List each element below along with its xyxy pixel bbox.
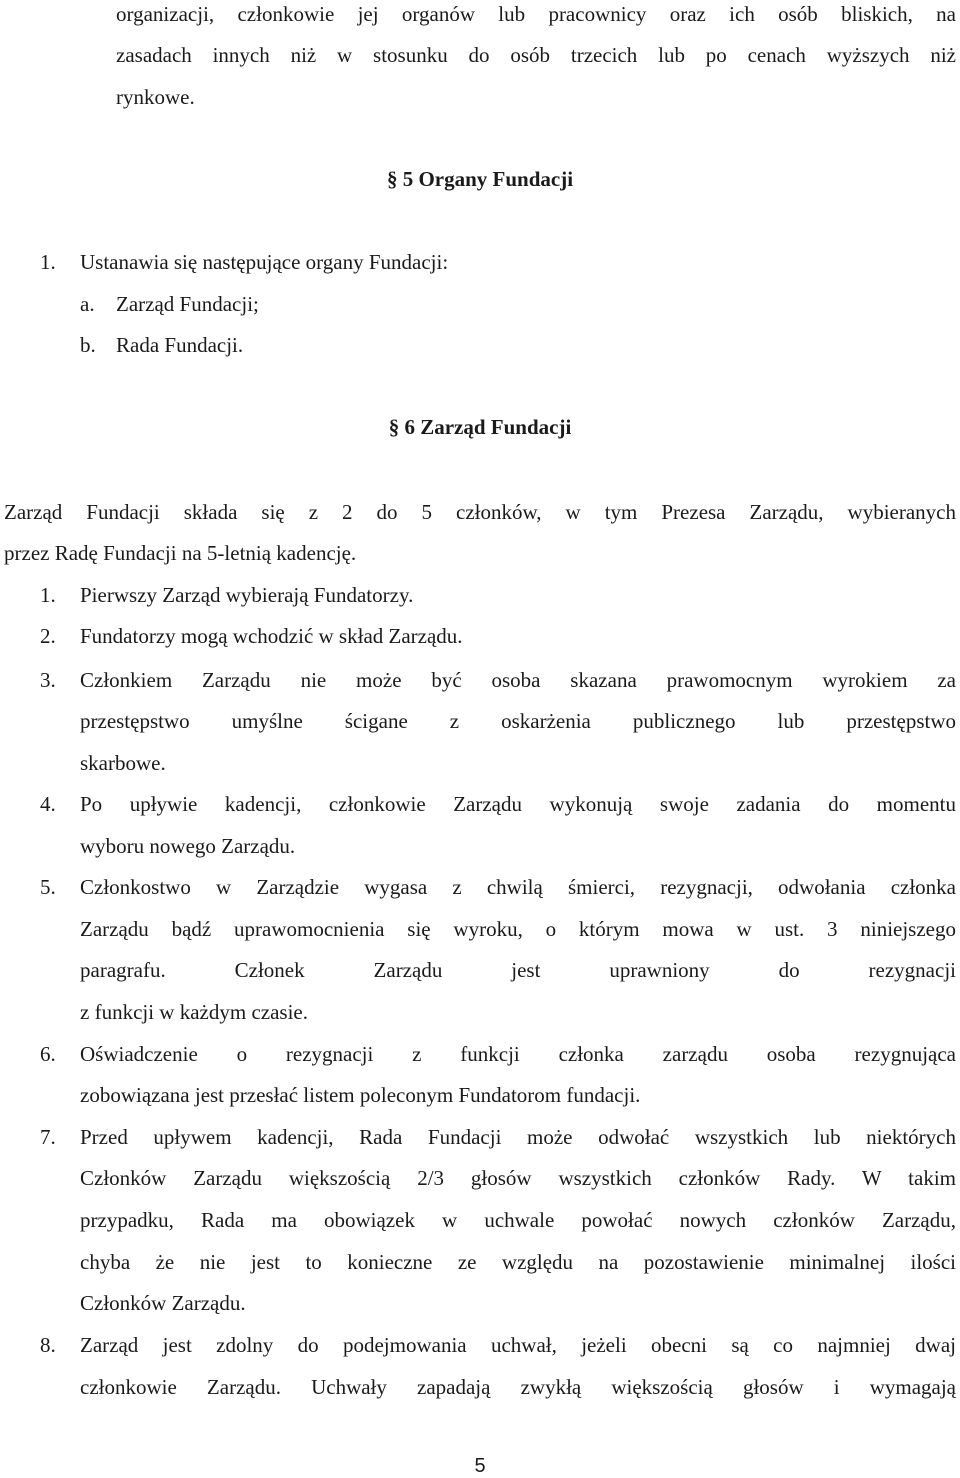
list-item: Zarząd jest zdolny do podejmowania uchwał, jeżeli obecni są co najmniej dwaj (80, 1333, 956, 1357)
list-item: Członkiem Zarządu nie może być osoba skazana prawomocnym wyrokiem za (80, 668, 956, 692)
list-item: chyba że nie jest to konieczne ze względu na pozostawienie minimalnej ilości (80, 1250, 956, 1274)
list-number: 4. (40, 792, 56, 816)
list-item: Zarządu bądź uprawomocnienia się wyroku, o którym mowa w ust. 3 niniejszego (80, 917, 956, 941)
list-item: przestępstwo umyślne ścigane z oskarżenia publicznego lub przestępstwo (80, 709, 956, 733)
list-item: Członkostwo w Zarządzie wygasa z chwilą śmierci, rezygnacji, odwołania członka (80, 875, 956, 899)
list-number: 1. (40, 250, 56, 274)
list-item: wyboru nowego Zarządu. (80, 834, 296, 858)
list-item: Członków Zarządu. (80, 1291, 246, 1315)
list-item: przypadku, Rada ma obowiązek w uchwale powołać nowych członków Zarządu, (80, 1208, 956, 1232)
list-item: Fundatorzy mogą wchodzić w skład Zarządu. (80, 624, 463, 648)
list-number: 2. (40, 624, 56, 648)
list-item: z funkcji w każdym czasie. (80, 1000, 308, 1024)
list-item: Członków Zarządu większością 2/3 głosów wszystkich członków Rady. W takim (80, 1166, 956, 1190)
list-item: paragrafu. Członek Zarządu jest uprawniony do rezygnacji (80, 958, 956, 982)
list-item: Oświadczenie o rezygnacji z funkcji członka zarządu osoba rezygnująca (80, 1042, 956, 1066)
list-item: Przed upływem kadencji, Rada Fundacji może odwołać wszystkich lub niektórych (80, 1125, 956, 1149)
section-heading: § 6 Zarząd Fundacji (388, 415, 572, 439)
list-item: Po upływie kadencji, członkowie Zarządu wykonują swoje zadania do momentu (80, 792, 956, 816)
list-number: 7. (40, 1125, 56, 1149)
page-number: 5 (474, 1455, 486, 1477)
section-sign: § (388, 415, 405, 439)
section-heading: § 5 Organy Fundacji (386, 167, 574, 191)
list-item: Ustanawia się następujące organy Fundacji: (80, 250, 449, 274)
paragraph-line: przez Radę Fundacji na 5-letnią kadencję. (4, 541, 357, 565)
sublist-letter: b. (80, 333, 96, 357)
list-item: zobowiązana jest przesłać listem poleconym Fundatorom fundacji. (80, 1083, 641, 1107)
paragraph-line: Zarząd Fundacji składa się z 2 do 5 członków, w tym Prezesa Zarządu, wybieranych (4, 500, 956, 524)
paragraph-line: organizacji, członkowie jej organów lub pracownicy oraz ich osób bliskich, na (116, 2, 956, 26)
sublist-item: Rada Fundacji. (116, 333, 244, 357)
paragraph-line: rynkowe. (116, 85, 195, 109)
list-number: 6. (40, 1042, 56, 1066)
list-number: 1. (40, 583, 56, 607)
list-number: 5. (40, 875, 56, 899)
section-sign: § (386, 167, 403, 191)
sublist-item: Zarząd Fundacji; (116, 292, 259, 316)
list-item: Pierwszy Zarząd wybierają Fundatorzy. (80, 583, 414, 607)
list-number: 8. (40, 1333, 56, 1357)
list-item: skarbowe. (80, 751, 166, 775)
list-number: 3. (40, 668, 56, 692)
paragraph-line: zasadach innych niż w stosunku do osób trzecich lub po cenach wyższych niż (116, 43, 956, 67)
list-item: członkowie Zarządu. Uchwały zapadają zwykłą większością głosów i wymagają (80, 1375, 956, 1399)
sublist-letter: a. (80, 292, 95, 316)
